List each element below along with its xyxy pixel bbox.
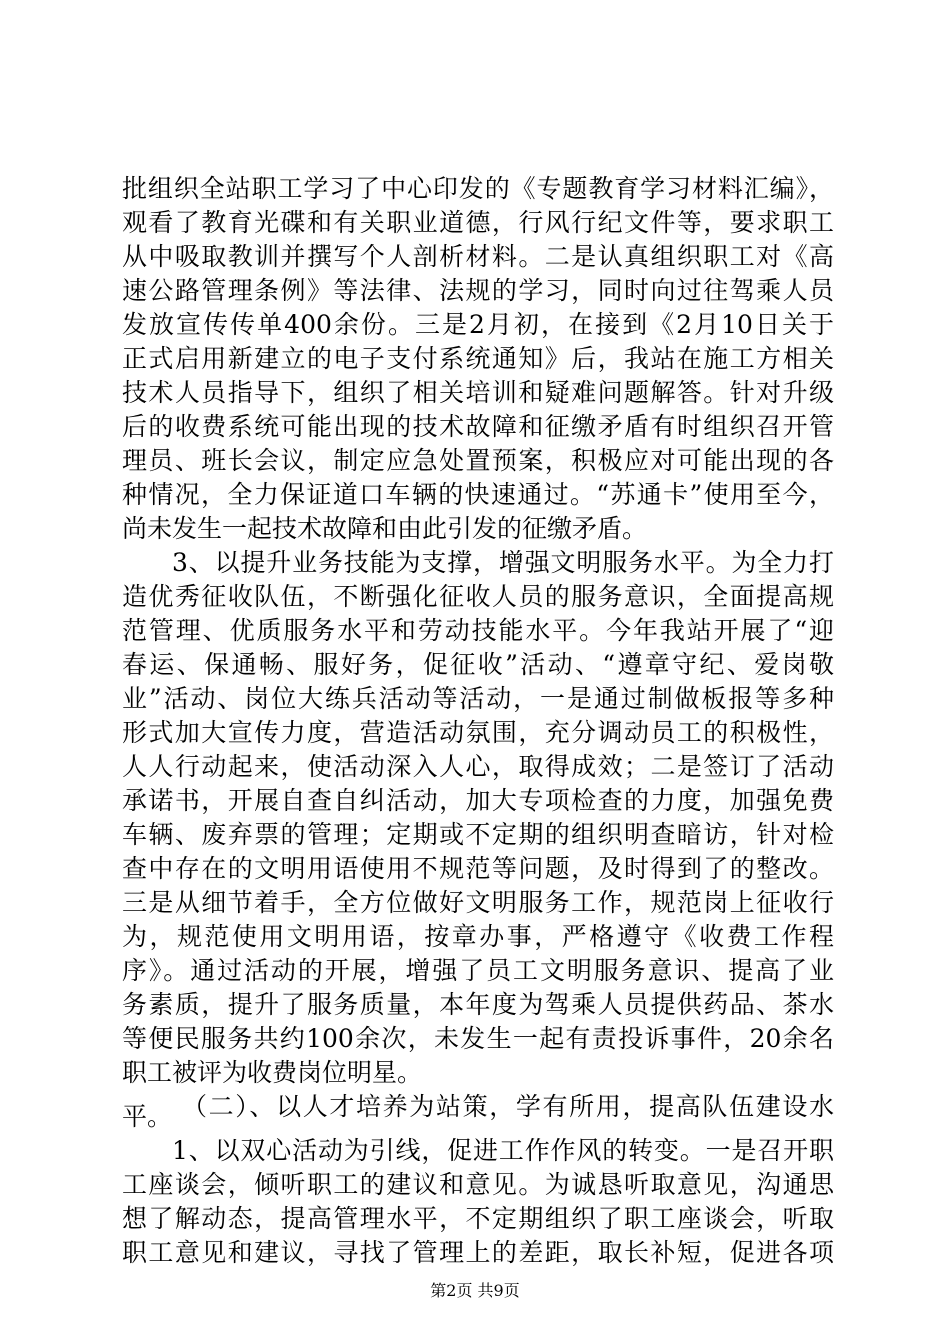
paragraph-line: 批组织全站职工学习了中心印发的《专题教育学习材料汇编》， [122,174,834,203]
section-heading-line: 平。 [122,1102,173,1131]
paragraph-line: 理员、班长会议，制定应急处置预案，积极应对可能出现的各 [122,446,834,475]
paragraph-line: 车辆、废弃票的管理；定期或不定期的组织明查暗访，针对检 [122,820,834,849]
paragraph-line: 为，规范使用文明用语，按章办事，严格遵守《收费工作程 [122,922,834,951]
paragraph-line: 人人行动起来，使活动深入人心，取得成效；二是签订了活动 [122,752,834,781]
paragraph-line: 春运、保通畅、服好务，促征收”活动、“遵章守纪、爱岗敬 [122,650,834,679]
paragraph-line: 职工被评为收费岗位明星。 [122,1058,423,1087]
paragraph-line: 正式启用新建立的电子支付系统通知》后，我站在施工方相关 [122,344,834,373]
paragraph-line: 发放宣传传单400余份。三是2月初，在接到《2月10日关于 [122,310,834,339]
paragraph-line: 查中存在的文明用语使用不规范等问题，及时得到了的整改。 [122,854,834,883]
section-heading-line: （二）、以人才培养为站策，学有所用，提高队伍建设水 [182,1092,834,1121]
paragraph-line: 后的收费系统可能出现的技术故障和征缴矛盾有时组织召开管 [122,412,834,441]
paragraph-line: 序》。通过活动的开展，增强了员工文明服务意识、提高了业 [122,956,834,985]
paragraph-line: 观看了教育光碟和有关职业道德，行风行纪文件等，要求职工 [122,208,834,237]
paragraph-line: 种情况，全力保证道口车辆的快速通过。“苏通卡”使用至今， [122,480,834,509]
paragraph-line: 形式加大宣传力度，营造活动氛围，充分调动员工的积极性， [122,718,834,747]
paragraph-line: 想了解动态，提高管理水平，不定期组织了职工座谈会，听取 [122,1204,834,1233]
page-footer: 第2页 共9页 [430,1281,520,1300]
paragraph-line: 尚未发生一起技术故障和由此引发的征缴矛盾。 [122,514,648,543]
paragraph-line: 范管理、优质服务水平和劳动技能水平。今年我站开展了“迎 [122,616,834,645]
paragraph-line: 工座谈会，倾听职工的建议和意见。为诚恳听取意见，沟通思 [122,1170,834,1199]
paragraph-line: 承诺书，开展自查自纠活动，加大专项检查的力度，加强免费 [122,786,834,815]
paragraph-line: 1、以双心活动为引线，促进工作作风的转变。一是召开职 [172,1136,834,1165]
paragraph-line: 造优秀征收队伍，不断强化征收人员的服务意识，全面提高规 [122,582,834,611]
paragraph-line: 3、以提升业务技能为支撑，增强文明服务水平。为全力打 [172,548,834,577]
paragraph-line: 三是从细节着手，全方位做好文明服务工作，规范岗上征收行 [122,888,834,917]
paragraph-line: 技术人员指导下，组织了相关培训和疑难问题解答。针对升级 [122,378,834,407]
paragraph-line: 业”活动、岗位大练兵活动等活动，一是通过制做板报等多种 [122,684,834,713]
paragraph-line: 等便民服务共约100余次，未发生一起有责投诉事件，20余名 [122,1024,834,1053]
paragraph-line: 务素质，提升了服务质量，本年度为驾乘人员提供药品、茶水 [122,990,834,1019]
paragraph-line: 职工意见和建议，寻找了管理上的差距，取长补短，促进各项 [122,1238,834,1267]
paragraph-line: 速公路管理条例》等法律、法规的学习，同时向过往驾乘人员 [122,276,834,305]
paragraph-line: 从中吸取教训并撰写个人剖析材料。二是认真组织职工对《高 [122,242,834,271]
